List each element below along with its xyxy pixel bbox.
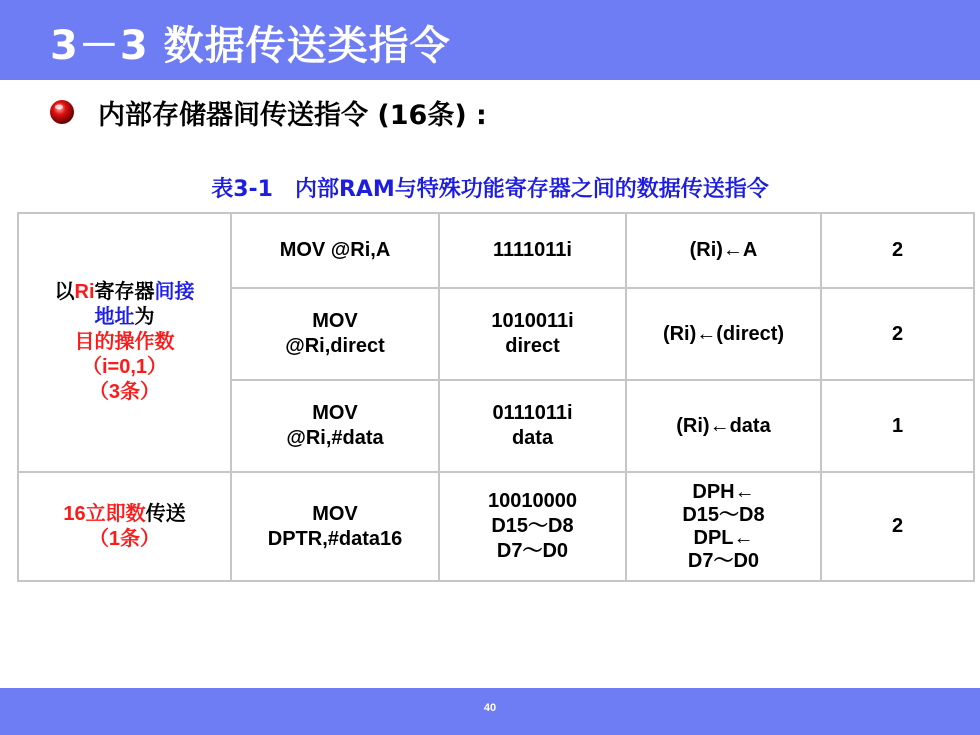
group-text: 间接 xyxy=(154,281,195,303)
group-text: 数 xyxy=(125,502,146,525)
group-text: （i=0,1） xyxy=(81,356,168,378)
table-row xyxy=(18,213,974,288)
cell-line: direct xyxy=(505,335,560,357)
group-text-ri: Ri xyxy=(74,281,95,303)
cell-line: 2 xyxy=(891,322,904,345)
group-text: 立即 xyxy=(85,502,126,525)
operation-cell xyxy=(626,288,821,380)
mnemonic-cell xyxy=(231,213,439,288)
cell-line: 10010000 xyxy=(488,490,577,512)
operation-cell xyxy=(626,213,821,288)
group-text: 目的操作数 xyxy=(74,331,175,353)
cycles-cell xyxy=(821,288,974,380)
mnemonic-cell xyxy=(231,472,439,581)
cell-line: @Ri,direct xyxy=(285,335,385,357)
cycles-cell xyxy=(821,213,974,288)
group-cell-immediate xyxy=(18,472,231,581)
group-line xyxy=(23,502,226,527)
caption-text: 内部RAM与特殊功能寄存器之间的数据传送指令 xyxy=(294,177,769,202)
cell-line: D7～D0 xyxy=(687,549,760,572)
cycles-cell xyxy=(821,380,974,472)
cell-line: (Ri)←data xyxy=(676,414,771,437)
caption-number: 表3-1 xyxy=(211,177,273,202)
cell-line: D15～D8 xyxy=(491,515,574,537)
group-line xyxy=(23,305,226,330)
cell-line: DPH← xyxy=(692,480,755,503)
cell-line: D15～D8 xyxy=(682,503,765,526)
operation-cell xyxy=(626,472,821,581)
cell-line: DPTR,#data16 xyxy=(267,527,403,550)
cell-line: 2 xyxy=(891,515,904,537)
cell-line: DPL← xyxy=(693,526,754,549)
page-number: 40 xyxy=(483,702,497,714)
cell-line: 2 xyxy=(891,239,904,261)
cell-line: MOV xyxy=(312,402,358,424)
group-text: （3条） xyxy=(88,381,161,403)
group-text: 地址 xyxy=(94,306,135,328)
cell-line: D7～D0 xyxy=(496,540,569,562)
cell-line: @Ri,#data xyxy=(286,427,384,449)
cell-line: (Ri)←A xyxy=(689,239,758,261)
cell-line: MOV @Ri,A xyxy=(279,239,391,261)
title-bar xyxy=(0,0,980,80)
opcode-cell xyxy=(439,288,626,380)
group-text: 为 xyxy=(134,306,155,328)
group-text: （1条） xyxy=(88,527,161,550)
footer-bar xyxy=(0,688,980,735)
table-caption xyxy=(0,172,980,203)
group-line xyxy=(23,280,226,305)
red-sphere-bullet-icon xyxy=(48,98,76,126)
cell-line: 1010011i xyxy=(491,310,574,332)
cell-line: data xyxy=(511,427,554,449)
cycles-cell xyxy=(821,472,974,581)
operation-cell xyxy=(626,380,821,472)
cell-line: MOV xyxy=(312,502,358,525)
cell-line: 1 xyxy=(891,414,904,437)
group-text: 传送 xyxy=(145,502,186,525)
opcode-cell xyxy=(439,380,626,472)
group-cell-ri-indirect xyxy=(18,213,231,472)
opcode-cell xyxy=(439,213,626,288)
group-text: 以 xyxy=(54,281,75,303)
slide-title: 3－3 数据传送类指令 xyxy=(50,23,451,69)
cell-line: MOV xyxy=(312,310,358,332)
cell-line: (Ri)←(direct) xyxy=(662,322,785,345)
group-text: 16 xyxy=(63,502,86,525)
cell-line: 1111011i xyxy=(492,239,572,261)
bullet-text: 内部存储器间传送指令 (16条) : xyxy=(98,99,487,131)
opcode-cell xyxy=(439,472,626,581)
mnemonic-cell xyxy=(231,288,439,380)
mnemonic-cell xyxy=(231,380,439,472)
instruction-table xyxy=(17,212,975,582)
cell-line: 0111011i xyxy=(492,402,573,424)
bullet-row xyxy=(48,92,487,132)
table-row xyxy=(18,472,974,581)
group-text: 寄存器 xyxy=(94,281,155,303)
